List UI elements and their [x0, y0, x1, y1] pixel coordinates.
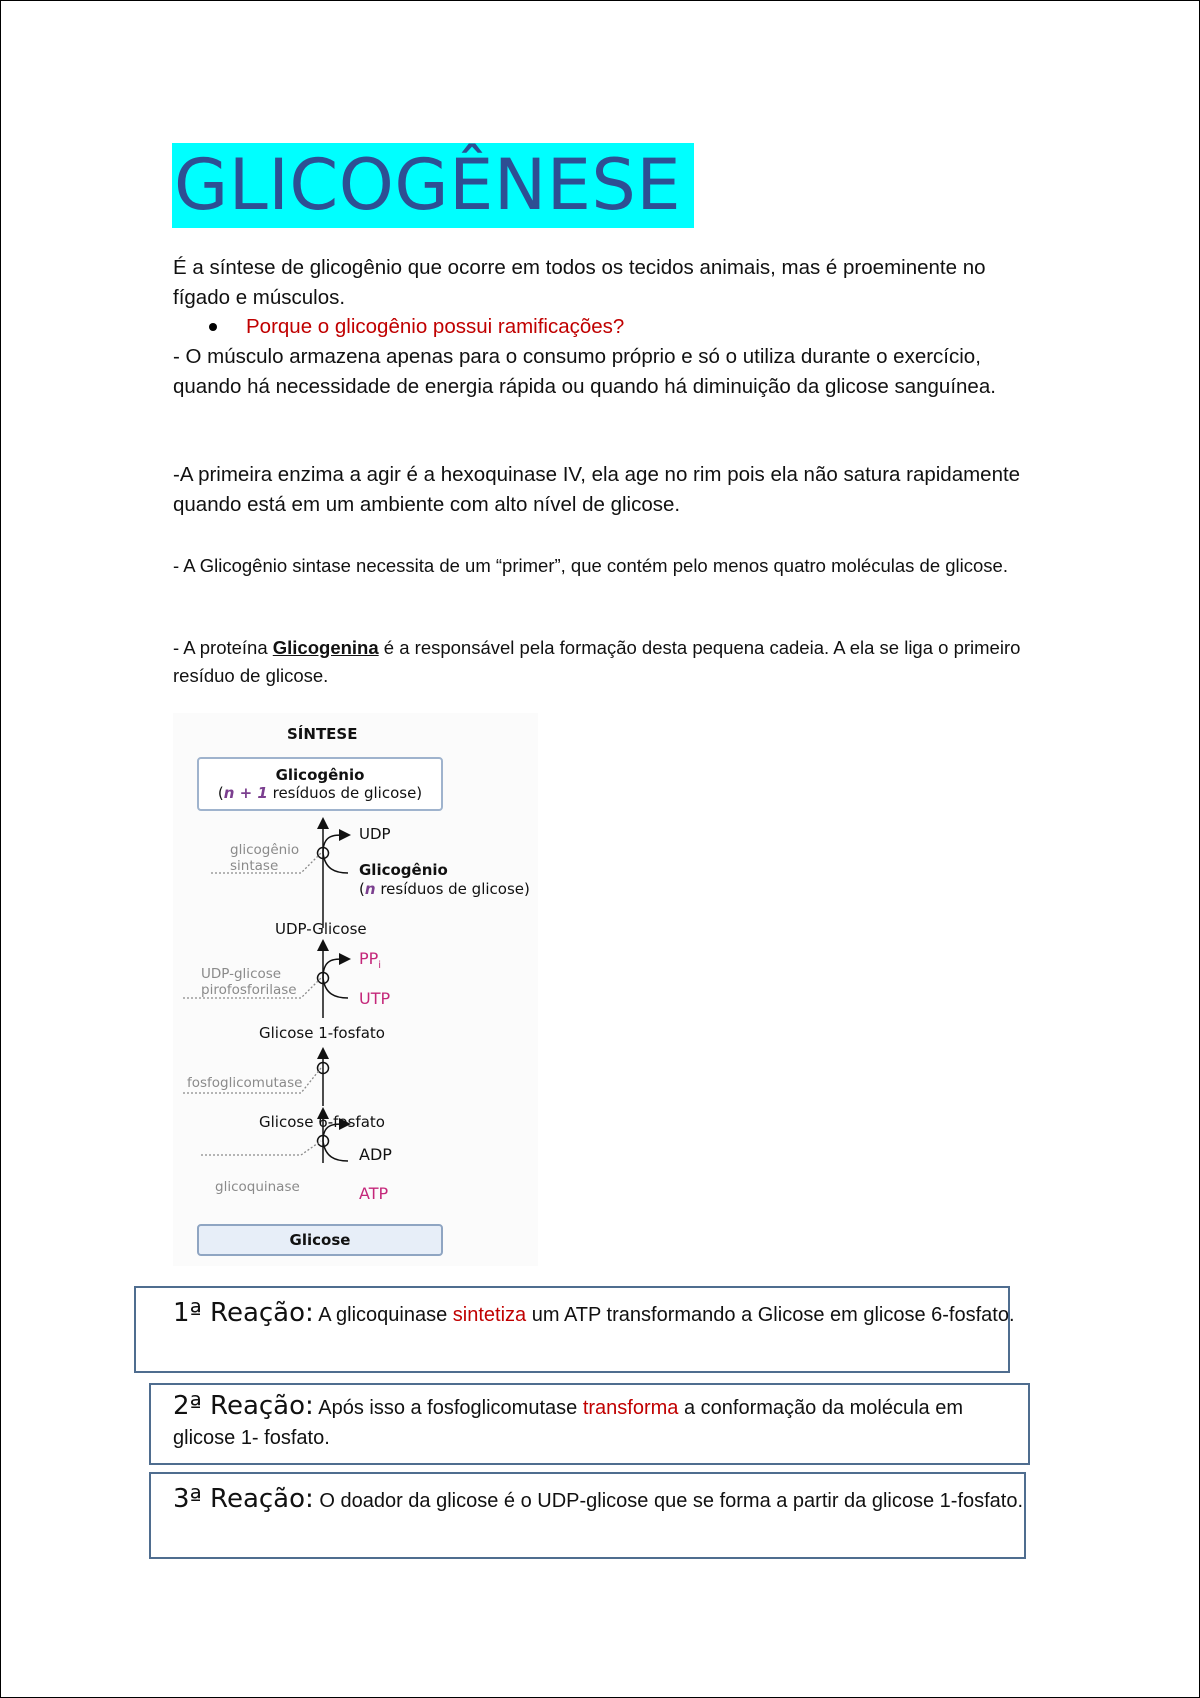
ppi-product: $PP_i$: [359, 949, 382, 972]
top-box-subtitle: (n + 1 resíduos de glicose): [217, 784, 423, 802]
top-box-title: Glicogênio: [275, 766, 365, 784]
reaction-1-highlight: sintetiza: [452, 1304, 527, 1326]
reaction-box-1: [134, 1286, 1015, 1373]
reaction-2-highlight: transforma: [582, 1397, 679, 1419]
glicogenina-term: Glicogenina: [272, 637, 379, 658]
glicogenina-pre: - A proteína: [173, 637, 273, 658]
adp-product: ADP: [359, 1145, 392, 1164]
glicogenio-n-substrate: Glicogênio (n resíduos de glicose): [359, 861, 530, 898]
glicogenina-paragraph: [173, 634, 1033, 689]
utp-substrate: UTP: [359, 989, 391, 1008]
udp-glicose-label: UDP-Glicose: [275, 920, 367, 938]
reaction-1-text: 1ª Reação: A glicoquinase sintetiza um ATP transformando a Glicose em glicose 6-fosfato.: [173, 1298, 1015, 1328]
glicose-1-fosfato-label: Glicose 1-fosfato: [259, 1024, 385, 1042]
reaction-box-2: [149, 1383, 1030, 1465]
reaction-2-label: 2ª Reação:: [173, 1391, 314, 1421]
reaction-box-3: [149, 1472, 1026, 1559]
synthesis-diagram: [173, 713, 538, 1266]
reaction-3-text: 3ª Reação: O doador da glicose é o UDP-glicose que se forma a partir da glicose 1-fosfato.: [173, 1484, 1024, 1514]
diagram-heading: SÍNTESE: [287, 725, 358, 743]
bullet-item: [209, 312, 909, 342]
bullet-icon: [209, 323, 217, 331]
reaction-2-text: 2ª Reação: Após isso a fosfoglicomutase transforma a conformação da molécula em glicose 1- fosfato.: [173, 1391, 964, 1449]
glicogenio-n-plus-1-box: [197, 757, 443, 811]
atp-substrate: ATP: [359, 1184, 389, 1203]
primer-paragraph: - A Glicogênio sintase necessita de um “primer”, que contém pelo menos quatro moléculas de glicose.: [173, 555, 1008, 576]
reaction-3-label: 3ª Reação:: [173, 1484, 314, 1514]
bullet-question: Porque o glicogênio possui ramificações?: [246, 315, 625, 338]
fosfoglicomutase-enzyme: fosfoglicomutase: [187, 1075, 303, 1091]
glicose-box: Glicose: [197, 1224, 443, 1256]
glicoquinase-enzyme: glicoquinase: [215, 1179, 300, 1195]
reaction-1-label: 1ª Reação:: [173, 1298, 314, 1328]
glicose-6-fosfato-label: Glicose 6-fosfato: [259, 1113, 385, 1131]
page-title: GLICOGÊNESE: [172, 143, 694, 228]
intro-paragraph: É a síntese de glicogênio que ocorre em todos os tecidos animais, mas é proeminente no fígado e músculos.: [173, 256, 986, 309]
muscle-paragraph: - O músculo armazena apenas para o consumo próprio e só o utiliza durante o exercício, quando há necessidade de energia rápida ou quando há diminuição da glicose sanguínea.: [173, 345, 996, 398]
enzyme-paragraph: -A primeira enzima a agir é a hexoquinase IV, ela age no rim pois ela não satura rapidamente quando está em um ambiente com alto nível de glicose.: [173, 463, 1021, 516]
udp-product: UDP: [359, 825, 391, 843]
udp-glicose-pirofosforilase-enzyme: UDP-glicose pirofosforilase: [201, 966, 297, 998]
glicogenio-sintase-enzyme: glicogênio sintase: [230, 842, 300, 874]
glicogenina-post: é a responsável pela formação desta pequena cadeia. A ela se liga o primeiro resíduo de glicose.: [173, 637, 1021, 686]
